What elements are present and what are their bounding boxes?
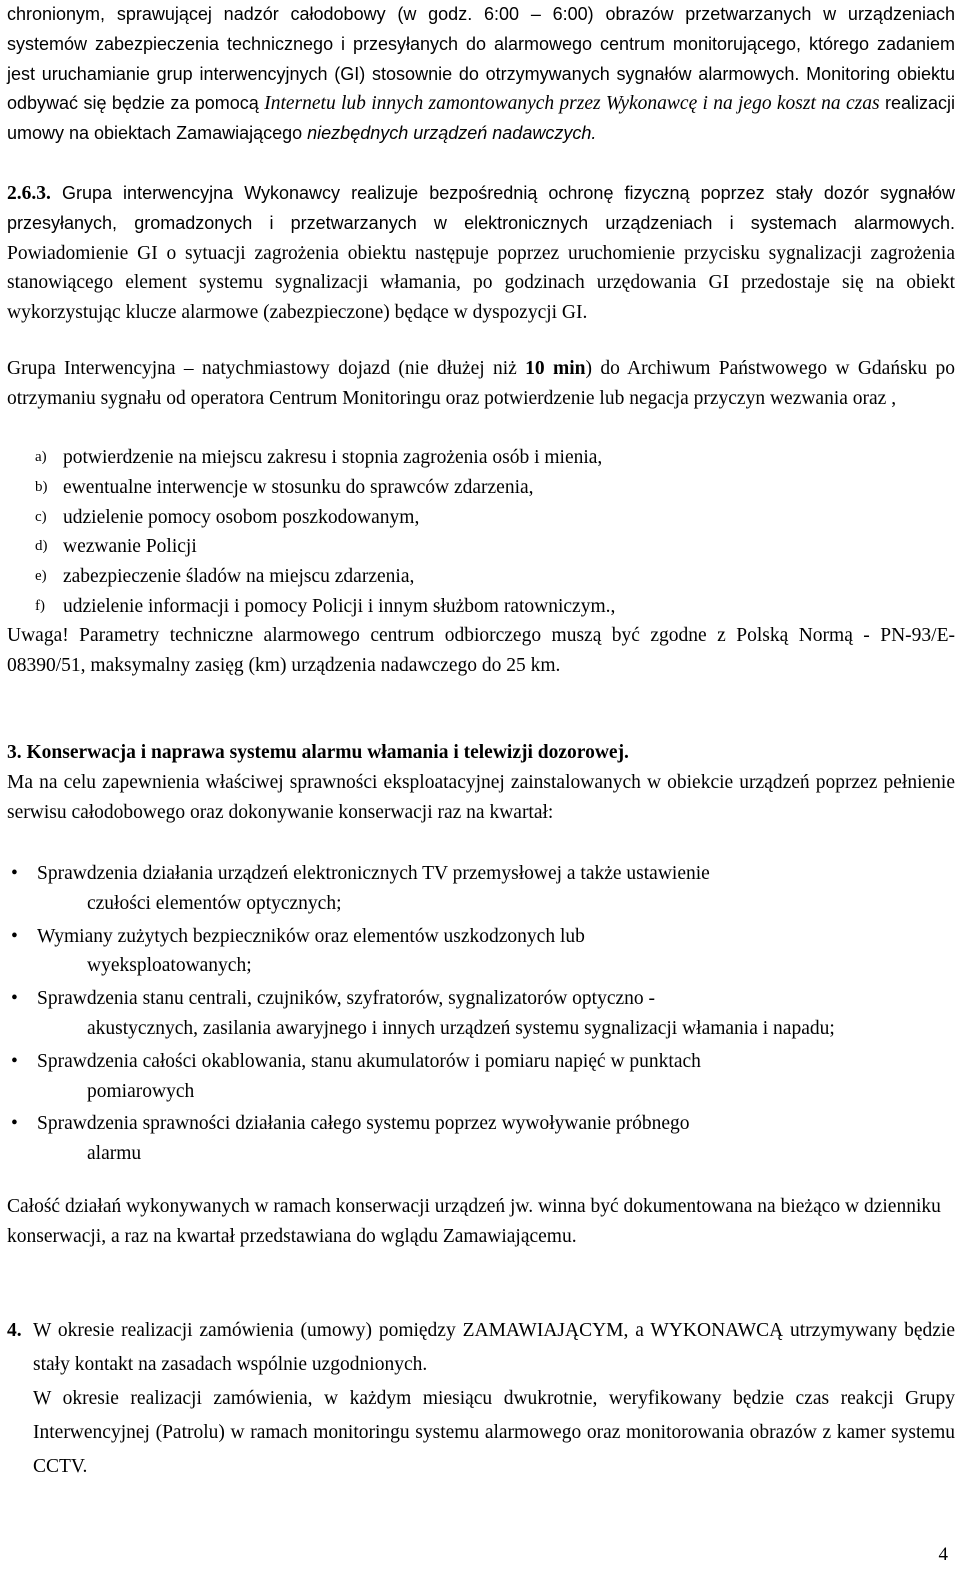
list-item bbox=[7, 1109, 955, 1169]
bullet-icon: • bbox=[11, 988, 18, 1010]
bullet-text-cont: czułości elementów optycznych; bbox=[87, 892, 342, 914]
section-4-text-a: W okresie realizacji zamówienia (umowy) pomiędzy ZAMAWIAJĄCYM, a WYKONAWCĄ utrzymywany będzie stały kontakt na zasadach wspólnie uzgodnionych. bbox=[33, 1320, 955, 1375]
p3-text-a: Grupa Interwencyjna – natychmiastowy dojazd (nie dłużej niż bbox=[7, 358, 526, 379]
list-text: wezwanie Policji bbox=[63, 536, 197, 558]
bullet-icon: • bbox=[11, 1050, 18, 1072]
list-item bbox=[7, 592, 955, 622]
list-item bbox=[7, 1047, 955, 1107]
section-4 bbox=[7, 1314, 955, 1484]
page-number: 4 bbox=[938, 1544, 948, 1565]
list-marker: b) bbox=[35, 478, 48, 495]
list-item bbox=[7, 984, 955, 1044]
bullet-text: Sprawdzenia sprawności działania całego systemu poprzez wywoływanie próbnego bbox=[37, 1113, 690, 1135]
bullet-text: Wymiany zużytych bezpieczników oraz elementów uszkodzonych lub bbox=[37, 925, 585, 947]
bullet-text-cont: alarmu bbox=[87, 1143, 142, 1165]
section-number: 2.6.3. bbox=[7, 183, 51, 204]
list-marker: f) bbox=[35, 597, 45, 614]
section-3-intro: Ma na celu zapewnienia właściwej sprawności eksploatacyjnej zainstalowanych w obiekcie urządzeń poprzez pełnienie serwisu całodobowego oraz dokonywanie konserwacji raz na kwartał: bbox=[7, 772, 955, 823]
bullet-text-cont: pomiarowych bbox=[87, 1080, 195, 1102]
bullet-text-cont: wyeksploatowanych; bbox=[87, 955, 252, 977]
list-marker: a) bbox=[35, 449, 47, 465]
p1-text-c: Internetu lub innych zamontowanych przez Wykonawcę i na jego koszt na czas bbox=[264, 93, 880, 115]
lettered-list bbox=[7, 443, 955, 622]
list-text: ewentualne interwencje w stosunku do sprawców zdarzenia, bbox=[63, 476, 534, 498]
list-item bbox=[7, 473, 955, 503]
list-marker: c) bbox=[35, 508, 47, 525]
paragraph-uwaga-note: Uwaga! Parametry techniczne alarmowego centrum odbiorczego muszą być zgodne z Polską Normą - PN-93/E-08390/51, maksymalny zasięg (km) urządzenia nadawczego do 25 km. bbox=[7, 625, 955, 676]
section-4-number: 4. bbox=[7, 1320, 22, 1341]
bullet-icon: • bbox=[11, 863, 18, 884]
bullet-text: Sprawdzenia stanu centrali, czujników, szyfratorów, sygnalizatorów optyczno - bbox=[37, 988, 656, 1010]
p1-text-a: chronionym, sprawującej nadzór całodobowy (w godz. 6:00 – 6:00) obrazów przetwarzanych w urządzeniach systemów zabezpieczenia technicznego i przesyłanych do alarmowego centrum monitorującego, którego zadaniem jest uruchamianie grup interwencyjnych (GI) stosownie do otrzymywanych sygnałów alarmowych. bbox=[7, 4, 955, 84]
list-text: udzielenie informacji i pomocy Policji i innym służbom ratowniczym., bbox=[63, 595, 616, 617]
section-4-text-b: W okresie realizacji zamówienia, w każdym miesiącu dwukrotnie, weryfikowany będzie czas reakcji Grupy Interwencyjnej (Patrolu) w ramach monitoringu systemu alarmowego oraz monitorowania obrazów z kamer systemu CCTV. bbox=[33, 1388, 955, 1477]
bullet-icon: • bbox=[11, 925, 18, 947]
section-3-outro: Całość działań wykonywanych w ramach konserwacji urządzeń jw. winna być dokumentowana na bieżąco w dzienniku konserwacji, a raz na kwartał przedstawiana do wglądu Zamawiającemu. bbox=[7, 1196, 941, 1247]
section-4-first-row bbox=[7, 1314, 955, 1382]
p3-time-bold: 10 min bbox=[525, 358, 586, 379]
section-3-heading: 3. Konserwacja i naprawa systemu alarmu włamania i telewizji dozorowej. bbox=[7, 742, 629, 763]
p3-text-b: ) do Archiwum Państwowego w Gdańsku po otrzymaniu sygnału od operatora Centrum Monitoringu oraz potwierdzenie lub negacja przyczyn wezwania oraz , bbox=[7, 358, 956, 409]
maintenance-bullet-list bbox=[7, 859, 955, 1172]
p2-text-a: Grupa interwencyjna Wykonawcy realizuje bezpośrednią ochronę fizyczną poprzez stały dozór sygnałów przesyłanych, gromadzonych i przetwarzanych w elektronicznych urządzeniach i systemach alarmowych. bbox=[7, 183, 955, 233]
list-item bbox=[7, 532, 955, 562]
bullet-text: Sprawdzenia działania urządzeń elektronicznych TV przemysłowej a także ustawienie bbox=[37, 863, 710, 884]
list-marker: e) bbox=[35, 568, 47, 585]
p1-text-b: Monitoring obiektu odbywać się będzie za pomocą bbox=[7, 63, 955, 114]
p1-text-d: realizacji umowy na obiektach Zamawiającego bbox=[7, 93, 955, 144]
p2-text-b: Powiadomienie GI o sytuacji zagrożenia obiektu następuje poprzez uruchomienie przycisku sygnalizacji zagrożenia stanowiącego element systemu sygnalizacji włamania, po godzinach urzędowania GI przedostaje się na obiekt wykorzystując klucze alarmowe (zabezpieczone) będące w dyspozycji GI. bbox=[7, 242, 955, 324]
list-text: udzielenie pomocy osobom poszkodowanym, bbox=[63, 506, 420, 528]
paragraph-grupa-interwencyjna bbox=[7, 354, 955, 414]
list-text: potwierdzenie na miejscu zakresu i stopnia zagrożenia osób i mienia, bbox=[63, 447, 603, 468]
list-marker: d) bbox=[35, 538, 48, 555]
paragraph-2-6-3 bbox=[7, 179, 955, 328]
bullet-text-cont: akustycznych, zasilania awaryjnego i innych urządzeń systemu sygnalizacji włamania i napadu; bbox=[87, 1017, 835, 1039]
bullet-icon: • bbox=[11, 1113, 18, 1135]
paragraph-monitoring bbox=[7, 0, 955, 149]
list-item bbox=[7, 443, 955, 473]
p1-text-e: niezbędnych urządzeń nadawczych. bbox=[307, 123, 597, 144]
list-item bbox=[7, 922, 955, 982]
bullet-text: Sprawdzenia całości okablowania, stanu akumulatorów i pomiaru napięć w punktach bbox=[37, 1050, 701, 1072]
list-item bbox=[7, 562, 955, 592]
list-item bbox=[7, 859, 955, 919]
list-item bbox=[7, 503, 955, 533]
list-text: zabezpieczenie śladów na miejscu zdarzenia, bbox=[63, 566, 415, 588]
